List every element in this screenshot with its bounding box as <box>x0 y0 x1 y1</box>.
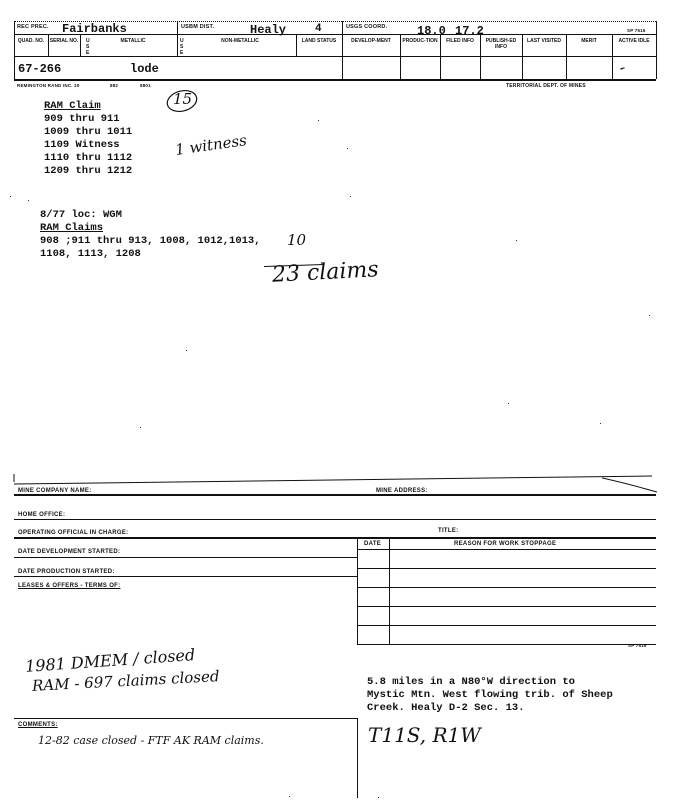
claims1-line-5: 1209 thru 1212 <box>44 165 133 177</box>
metallic-row-1: U <box>86 38 90 44</box>
metallic-value: lode <box>130 62 159 76</box>
claims1-title: RAM Claim <box>44 100 101 112</box>
sub-num-2: 8801 <box>140 83 151 88</box>
quad-value: 67-266 <box>18 62 62 76</box>
leases-label: LEASES & OFFERS - TERMS OF: <box>18 583 121 589</box>
form-number-2: SP 7516 <box>628 643 647 648</box>
claims1-line-2: 1009 thru 1011 <box>44 126 133 138</box>
sub-num-1: 882 <box>110 83 119 88</box>
mine-address-label: MINE ADDRESS: <box>376 488 428 494</box>
filed-info-label: FILED INFO <box>446 38 474 44</box>
usgs-coord-value1: 18.0 <box>417 24 446 38</box>
last-visited-label: LAST VISITED <box>527 38 561 44</box>
claims1-line-4: 1110 thru 1112 <box>44 152 133 164</box>
usbm-dist-label: USBM DIST. <box>181 24 215 30</box>
location-line-3: Creek. Healy D-2 Sec. 13. <box>367 702 525 714</box>
mine-company-label: MINE COMPANY NAME: <box>18 488 92 494</box>
comments-hand: 12-82 case closed - FTF AK RAM claims. <box>38 734 264 747</box>
claims2-line-1: 908 ;911 thru 913, 1008, 1012,1013, <box>40 235 261 247</box>
date-col-label: DATE <box>364 541 382 547</box>
location-line-2: Mystic Mtn. West flowing trib. of Sheep <box>367 689 613 701</box>
serial-no-label: SERIAL NO. <box>49 38 79 44</box>
active-idle-label: ACTIVE IDLE <box>618 38 650 44</box>
usbm-dist-number: 4 <box>315 23 322 35</box>
nonmetallic-row-1: U <box>180 38 184 44</box>
usgs-coord-label: USGS COORD. <box>346 24 388 30</box>
claims-total-hand: 23 claims <box>271 257 380 288</box>
form-number: SP 7516 <box>627 28 646 33</box>
rec-prec-value: Fairbanks <box>62 22 127 36</box>
hand-note-2: RAM - 697 claims closed <box>31 667 220 695</box>
hand-note-1: 1981 DMEM / closed <box>24 645 196 676</box>
quad-no-label: QUAD. NO. <box>17 38 45 44</box>
comments-label: COMMENTS: <box>18 722 58 728</box>
nonmetallic-row-2: S <box>180 44 184 50</box>
metallic-label: METALLIC <box>120 38 146 44</box>
claims1-line-1: 909 thru 911 <box>44 113 120 125</box>
active-mark: ‘ <box>611 62 628 81</box>
circled-number: 15 <box>173 90 193 108</box>
dev-started-label: DATE DEVELOPMENT STARTED: <box>18 549 121 555</box>
title-label: TITLE: <box>438 528 459 534</box>
nonmetallic-row-3: E <box>180 50 184 56</box>
metallic-row-3: E <box>86 50 90 56</box>
usbm-dist-value: Healy <box>250 23 287 37</box>
reason-col-label: REASON FOR WORK STOPPAGE <box>454 541 557 547</box>
territorial-label: TERRITORIAL DEPT. OF MINES <box>506 83 586 89</box>
published-info-label: PUBLISH-ED INFO <box>485 38 517 50</box>
metallic-row-2: S <box>86 44 90 50</box>
usgs-coord-value2: 17.2 <box>455 24 484 38</box>
merit-label: MERIT <box>581 38 597 44</box>
nonmetallic-label: NON-METALLIC <box>221 38 259 44</box>
prod-started-label: DATE PRODUCTION STARTED: <box>18 569 115 575</box>
land-status-label: LAND STATUS <box>301 38 337 44</box>
operating-official-label: OPERATING OFFICIAL IN CHARGE: <box>18 530 129 536</box>
printer-label: REMINGTON RAND INC. 20 <box>17 83 80 88</box>
claims2-line1-hand: 10 <box>287 231 307 249</box>
witness-note: 1 witness <box>174 131 248 159</box>
loc-line: 8/77 loc: WGM <box>40 209 122 221</box>
develop-label: DEVELOP-MENT <box>351 38 391 44</box>
production-label: PRODUC-TION <box>402 38 438 44</box>
claims2-title: RAM Claims <box>40 222 104 234</box>
claims1-line-3: 1109 Witness <box>44 139 120 151</box>
home-office-label: HOME OFFICE: <box>18 512 66 518</box>
claims2-line-2: 1108, 1113, 1208 <box>40 248 141 260</box>
location-hand: T11S, R1W <box>368 723 481 747</box>
rec-prec-label: REC PREC. <box>17 24 49 30</box>
location-line-1: 5.8 miles in a N80°W direction to <box>367 676 575 688</box>
